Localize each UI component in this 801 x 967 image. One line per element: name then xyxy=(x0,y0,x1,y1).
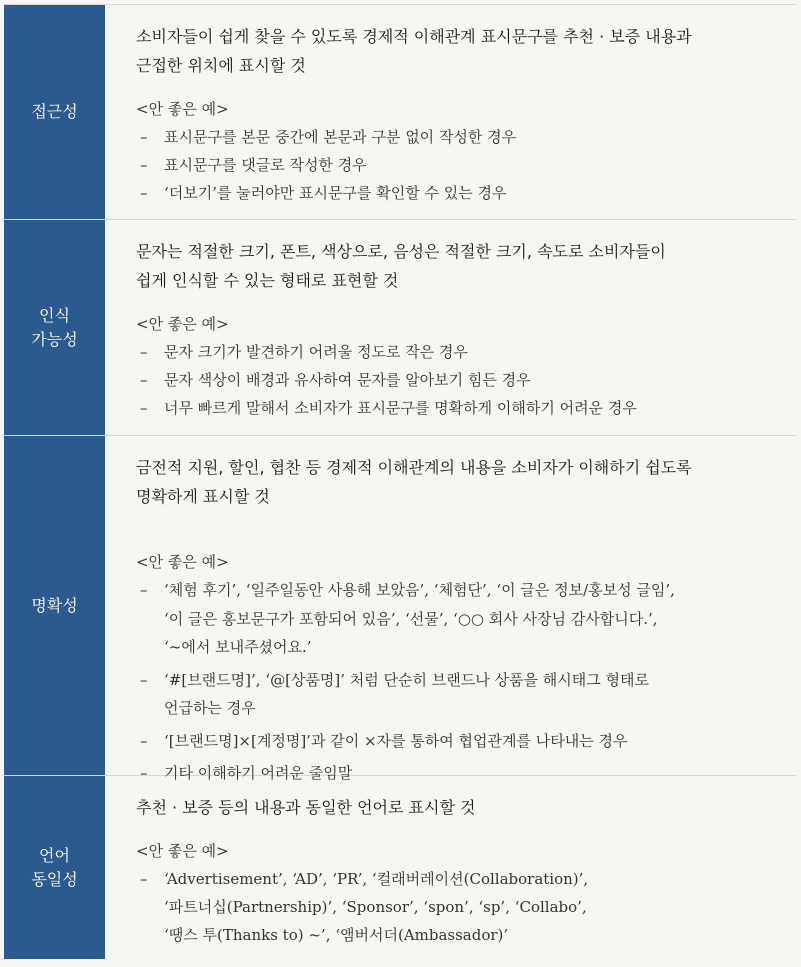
row-label: 언어 동일성 xyxy=(4,776,105,959)
list-item xyxy=(136,151,768,179)
dash: – xyxy=(140,581,148,599)
item-line: ‘더보기’를 눌러야만 표시문구를 확인할 수 있는 경우 xyxy=(164,184,507,202)
bad-example-list xyxy=(136,338,768,422)
main-line: 명확하게 표시할 것 xyxy=(136,487,270,506)
dash: – xyxy=(140,764,148,782)
main-line: 문자는 적절한 크기, 폰트, 색상으로, 음성은 적절한 크기, 속도로 소비자들이 xyxy=(136,242,666,261)
row-content xyxy=(105,220,796,435)
dash: – xyxy=(140,343,148,361)
list-item xyxy=(136,666,768,723)
dash: – xyxy=(140,184,148,202)
dash: – xyxy=(140,128,148,146)
item-line: 너무 빠르게 말해서 소비자가 표시문구를 명확하게 이해하기 어려운 경우 xyxy=(164,399,637,417)
dash: – xyxy=(140,731,148,750)
bad-example-list xyxy=(136,865,768,949)
list-item xyxy=(136,865,768,949)
dash: – xyxy=(140,156,148,174)
bad-example-list xyxy=(136,123,768,207)
item-line: 표시문구를 본문 중간에 본문과 구분 없이 작성한 경우 xyxy=(164,128,517,146)
row-label: 인식 가능성 xyxy=(4,220,105,435)
dash: – xyxy=(140,371,148,389)
bad-example-heading: <안 좋은 예> xyxy=(136,315,229,333)
item-line: ‘체험 후기’, ‘일주일동안 사용해 보았음’, ‘체험단’, ‘이 글은 정보/홍보성 글임’, xyxy=(164,581,675,599)
main-requirement xyxy=(136,793,768,822)
table-row-language xyxy=(4,776,796,959)
item-line: 기타 이해하기 어려운 줄임말 xyxy=(164,764,353,782)
row-content xyxy=(105,436,796,782)
item-line: ‘파트너십(Partnership)’, ‘Sponsor’, ‘spon’, ‘sp’, ‘Collabo’, xyxy=(164,898,587,916)
list-item xyxy=(136,727,768,756)
item-line: ‘#[브랜드명]’, ‘@[상품명]’ 처럼 단순히 브랜드나 상품을 해시태그 형태로 xyxy=(164,670,649,689)
bad-example-heading: <안 좋은 예> xyxy=(136,100,229,118)
dash: – xyxy=(140,670,148,689)
bad-example-heading: <안 좋은 예> xyxy=(136,553,229,571)
item-line: ‘[브랜드명]×[계정명]’과 같이 ×자를 통하여 협업관계를 나타내는 경우 xyxy=(164,731,628,750)
main-line: 근접한 위치에 표시할 것 xyxy=(136,56,306,75)
list-item xyxy=(136,576,768,662)
item-line: ‘Advertisement’, ‘AD’, ‘PR’, ‘컬래버레이션(Collaboration)’, xyxy=(164,870,589,888)
main-line: 금전적 지원, 할인, 협찬 등 경제적 이해관계의 내용을 소비자가 이해하기 쉽도록 xyxy=(136,458,692,477)
bad-example-heading: <안 좋은 예> xyxy=(136,842,229,860)
item-line: 표시문구를 댓글로 작성한 경우 xyxy=(164,156,367,174)
item-line: ‘땡스 투(Thanks to) ~’, ‘앰버서더(Ambassador)’ xyxy=(164,926,509,944)
main-requirement xyxy=(136,453,768,511)
item-line: ‘~에서 보내주셨어요.’ xyxy=(164,638,312,656)
list-item xyxy=(136,394,768,422)
table-row-accessibility xyxy=(4,5,796,220)
item-line: 문자 크기가 발견하기 어려울 정도로 작은 경우 xyxy=(164,343,468,361)
main-requirement xyxy=(136,22,768,80)
list-item xyxy=(136,366,768,394)
row-content xyxy=(105,5,796,219)
main-line: 소비자들이 쉽게 찾을 수 있도록 경제적 이해관계 표시문구를 추천 · 보증 내용과 xyxy=(136,27,692,46)
dash: – xyxy=(140,399,148,417)
row-content xyxy=(105,776,796,959)
main-line: 추천 · 보증 등의 내용과 동일한 언어로 표시할 것 xyxy=(136,798,476,817)
main-requirement xyxy=(136,237,768,295)
table-row-clarity xyxy=(4,436,796,782)
item-line: ‘이 글은 홍보문구가 포함되어 있음’, ‘선물’, ‘○○ 회사 사장님 감사합니다.’, xyxy=(164,609,658,628)
dash: – xyxy=(140,870,148,888)
guideline-table xyxy=(4,4,796,959)
table-row-recognizability xyxy=(4,220,796,436)
list-item xyxy=(136,338,768,366)
list-item xyxy=(136,179,768,207)
bad-example-list xyxy=(136,576,768,788)
item-line: 문자 색상이 배경과 유사하여 문자를 알아보기 힘든 경우 xyxy=(164,371,531,389)
row-label: 명확성 xyxy=(4,436,105,775)
main-line: 쉽게 인식할 수 있는 형태로 표현할 것 xyxy=(136,271,399,290)
list-item xyxy=(136,759,768,788)
row-label: 접근성 xyxy=(4,5,105,219)
item-line: 언급하는 경우 xyxy=(164,699,256,717)
list-item xyxy=(136,123,768,151)
